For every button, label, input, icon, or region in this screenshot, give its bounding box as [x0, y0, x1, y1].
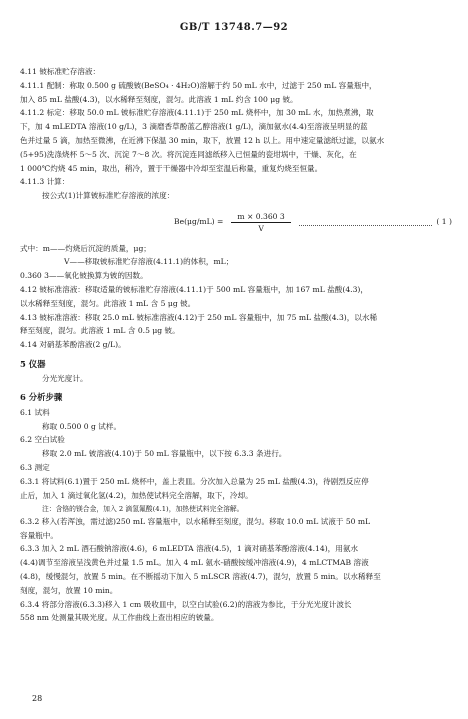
formula-lhs: Be(μg/mL) =: [174, 217, 224, 227]
section-6-body: [20, 407, 452, 625]
text-line-s633a: 6.3.3 加入 2 mL 酒石酸钠溶液(4.6)，6 mLEDTA 溶液(4.5)，1 滴对硝基苯酚溶液(4.14)，用氨水: [20, 544, 359, 554]
text-line-s634a: 6.3.4 将部分溶液(6.3.3)移入 1 cm 吸收皿中，以空白试验(6.2)的溶液为参比，于分光光度计波长: [20, 599, 352, 609]
text-line-note: 注：含铬的镁合金，加入 2 滴氢氟酸(4.1)，加热使试料完全溶解。: [42, 505, 244, 514]
section-6-heading: 6 分析步骤: [20, 392, 63, 403]
text-line-s62: 6.2 空白试验: [20, 435, 65, 445]
text-line-s61: 6.1 试料: [20, 407, 50, 417]
text-line-s634b: 558 nm 处测量其吸光度。从工作曲线上查出相应的铍量。: [20, 613, 219, 623]
text-line-s414: 4.14 对硝基苯酚溶液(2 g/L)。: [20, 340, 126, 350]
text-line-s633b: (4.4)调节至溶液呈浅黄色并过量 1.5 mL。加入 4 mL 氨水-硝酸铵缓冲溶液(4.9)，4 mLCTMAB 溶液: [20, 558, 369, 568]
text-line-s4111a: 4.11.1 配制：称取 0.500 g 硫酸铍(BeSO₄ · 4H₂O)溶解于约 50 mL 水中，过滤于 250 mL 容量瓶中，: [20, 80, 377, 90]
text-line-s633c: (4.8)，缓慢混匀，放置 5 min。在不断摇动下加入 5 mLSCR 溶液(4.7)，混匀，放置 5 min。以水稀释至: [20, 571, 381, 581]
formula-denominator: V: [258, 224, 264, 234]
text-line-s4113b: 按公式(1)计算铍标准贮存溶液的浓度：: [42, 191, 175, 201]
formula-number: ( 1 ): [436, 217, 452, 227]
text-line-s4112e: 1 000℃灼烧 45 min，取出，稍冷，置于干燥器中冷却至室温后称量，重复灼烧至恒量。: [20, 163, 323, 173]
text-line-w3: 0.360 3——氧化铍换算为铍的因数。: [20, 271, 148, 281]
section-5-heading: 5 仪器: [20, 358, 46, 369]
formula-leader-dots: [299, 219, 433, 226]
formula-fraction: [231, 211, 290, 234]
text-line-s632b: 容量瓶中。: [20, 530, 58, 540]
text-line-s631b: 止后，加入 1 滴过氧化氢(4.2)，加热使试料完全溶解，取下，冷却。: [20, 490, 253, 500]
text-line-s62b: 移取 2.0 mL 铍溶液(4.10)于 50 mL 容量瓶中，以下按 6.3.3 条进行。: [42, 449, 287, 459]
text-line-s4112d: (5+95)洗涤烧杯 5～5 次、沉淀 7～8 次。将沉淀连同滤纸移入已恒量的瓷坩埚中，干燥、灰化，在: [20, 149, 357, 159]
text-line-s4112a: 4.11.2 标定：移取 50.0 mL 铍标准贮存溶液(4.11.1)于 250 mL 烧杯中，加 30 mL 水，加热煮沸，取: [20, 108, 374, 118]
formula-numerator: m × 0.360 3: [231, 211, 290, 223]
text-line-s413a: 4.13 铍标准溶液：移取 25.0 mL 铍标准溶液(4.12)于 250 mL 容量瓶中，加 75 mL 盐酸(4.3)，以水稀: [20, 312, 378, 322]
document-body: [20, 66, 452, 626]
standard-header: GB/T 13748.7—92: [179, 22, 289, 33]
text-line-w2: V——移取铍标准贮存溶液(4.11.1)的体积，mL；: [64, 257, 234, 267]
text-line-s4111b: 加入 85 mL 盐酸(4.3)，以水稀释至刻度，混匀。此溶液 1 mL 约含 100 μg 铍。: [20, 94, 298, 104]
section-4-12-to-4-14: [20, 243, 452, 352]
text-line-w1: 式中：m——灼烧后沉淀的质量，μg；: [20, 243, 151, 253]
formula-1: [20, 209, 452, 237]
text-line-s413b: 释至刻度，混匀。此溶液 1 mL 含 0.5 μg 铍。: [20, 326, 180, 336]
text-line-s4113: 4.11.3 计算：: [20, 177, 70, 187]
text-line-s4112c: 色并过量 5 滴，加热至微沸，在近沸下保温 30 min，取下，放置 12 h 以上。用中速定量滤纸过滤，以氨水: [20, 135, 385, 145]
text-line-s63: 6.3 测定: [20, 462, 50, 472]
text-line-s412a: 4.12 铍标准溶液：移取适量的铍标准贮存溶液(4.11.1)于 500 mL 容量瓶中，加 167 mL 盐酸(4.3)，: [20, 284, 368, 294]
section-4-11: [20, 66, 452, 203]
text-line-s61b: 称取 0.500 0 g 试样。: [42, 421, 122, 431]
text-line-s4112b: 下，加 4 mLEDTA 溶液(10 g/L)，3 滴磨香草酚蓝乙醇溶液(1 g/L)，滴加氨水(4.4)至溶液呈明显的蓝: [20, 122, 368, 132]
page-number: 28: [32, 694, 43, 703]
text-line-s633d: 刻度，混匀，放置 10 min。: [20, 585, 118, 595]
text-line-s631a: 6.3.1 将试料(6.1)置于 250 mL 烧杯中，盖上表皿。分次加入总量为 25 mL 盐酸(4.3)，待剧烈反应停: [20, 476, 369, 486]
text-line-s632a: 6.3.2 移入(若浑浊，需过滤)250 mL 容量瓶中，以水稀释至刻度，混匀。移取 10.0 mL 试液于 50 mL: [20, 516, 371, 526]
section-5-body: 分光光度计。: [42, 373, 88, 383]
text-line-s411: 4.11 铍标准贮存溶液：: [20, 67, 101, 76]
text-line-s412b: 以水稀释至刻度，混匀。此溶液 1 mL 含 5 μg 铍。: [20, 298, 196, 308]
